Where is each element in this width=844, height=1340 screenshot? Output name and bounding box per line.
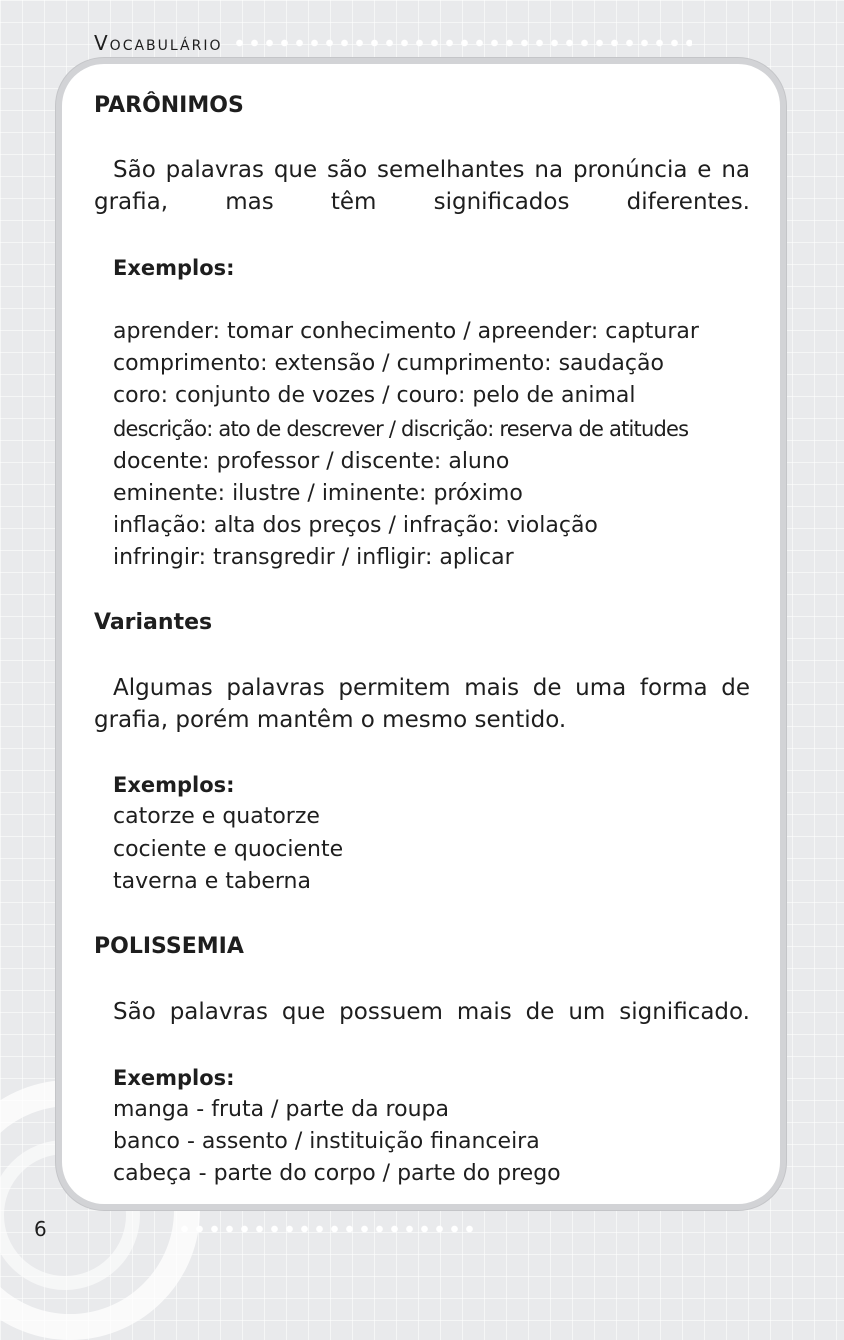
variantes-definition-line-1: Algumas palavras permitem mais de uma forma de: [113, 675, 750, 701]
paronimos-example: inflação: alta dos preços / infração: violação: [113, 513, 598, 538]
paronimos-example: comprimento: extensão / cumprimento: saudação: [113, 351, 664, 376]
paronimos-example: coro: conjunto de vozes / couro: pelo de animal: [113, 383, 636, 408]
polissemia-example: cabeça - parte do corpo / parte do prego: [113, 1161, 561, 1186]
section-title: Vocabulário: [94, 31, 223, 55]
heading-variantes: Variantes: [94, 610, 213, 635]
footer-dotted-rule: [177, 1225, 477, 1233]
heading-paronimos: PARÔNIMOS: [94, 93, 244, 118]
polissemia-definition-line-1: São palavras que possuem mais de um significado.: [113, 999, 750, 1025]
paronimos-definition-line-1: São palavras que são semelhantes na pronúncia e na: [113, 157, 750, 183]
paronimos-example: eminente: ilustre / iminente: próximo: [113, 481, 523, 506]
page-footer: [34, 1214, 477, 1244]
paronimos-example: infringir: transgredir / infligir: aplicar: [113, 545, 514, 570]
heading-polissemia: POLISSEMIA: [94, 934, 244, 959]
variantes-examples-label: Exemplos:: [113, 773, 235, 797]
paronimos-example: aprender: tomar conhecimento / apreender: capturar: [113, 319, 699, 344]
paronimos-example: docente: professor / discente: aluno: [113, 449, 510, 474]
paronimos-examples-label: Exemplos:: [113, 256, 235, 280]
polissemia-example: banco - assento / instituição financeira: [113, 1129, 540, 1154]
variantes-example: taverna e taberna: [113, 869, 311, 894]
paronimos-example: descrição: ato de descrever / discrição: reserva de atitudes: [113, 417, 689, 441]
running-header: [94, 30, 692, 56]
polissemia-example: manga - fruta / parte da roupa: [113, 1097, 449, 1122]
paronimos-definition-line-2: grafia, mas têm significados diferentes.: [94, 189, 750, 215]
variantes-example: catorze e quatorze: [113, 804, 320, 829]
header-dotted-rule: [232, 39, 692, 47]
polissemia-examples-label: Exemplos:: [113, 1066, 235, 1090]
variantes-example: cociente e quociente: [113, 837, 344, 862]
variantes-definition-line-2: grafia, porém mantêm o mesmo sentido.: [94, 707, 567, 733]
page-number: 6: [34, 1217, 47, 1241]
